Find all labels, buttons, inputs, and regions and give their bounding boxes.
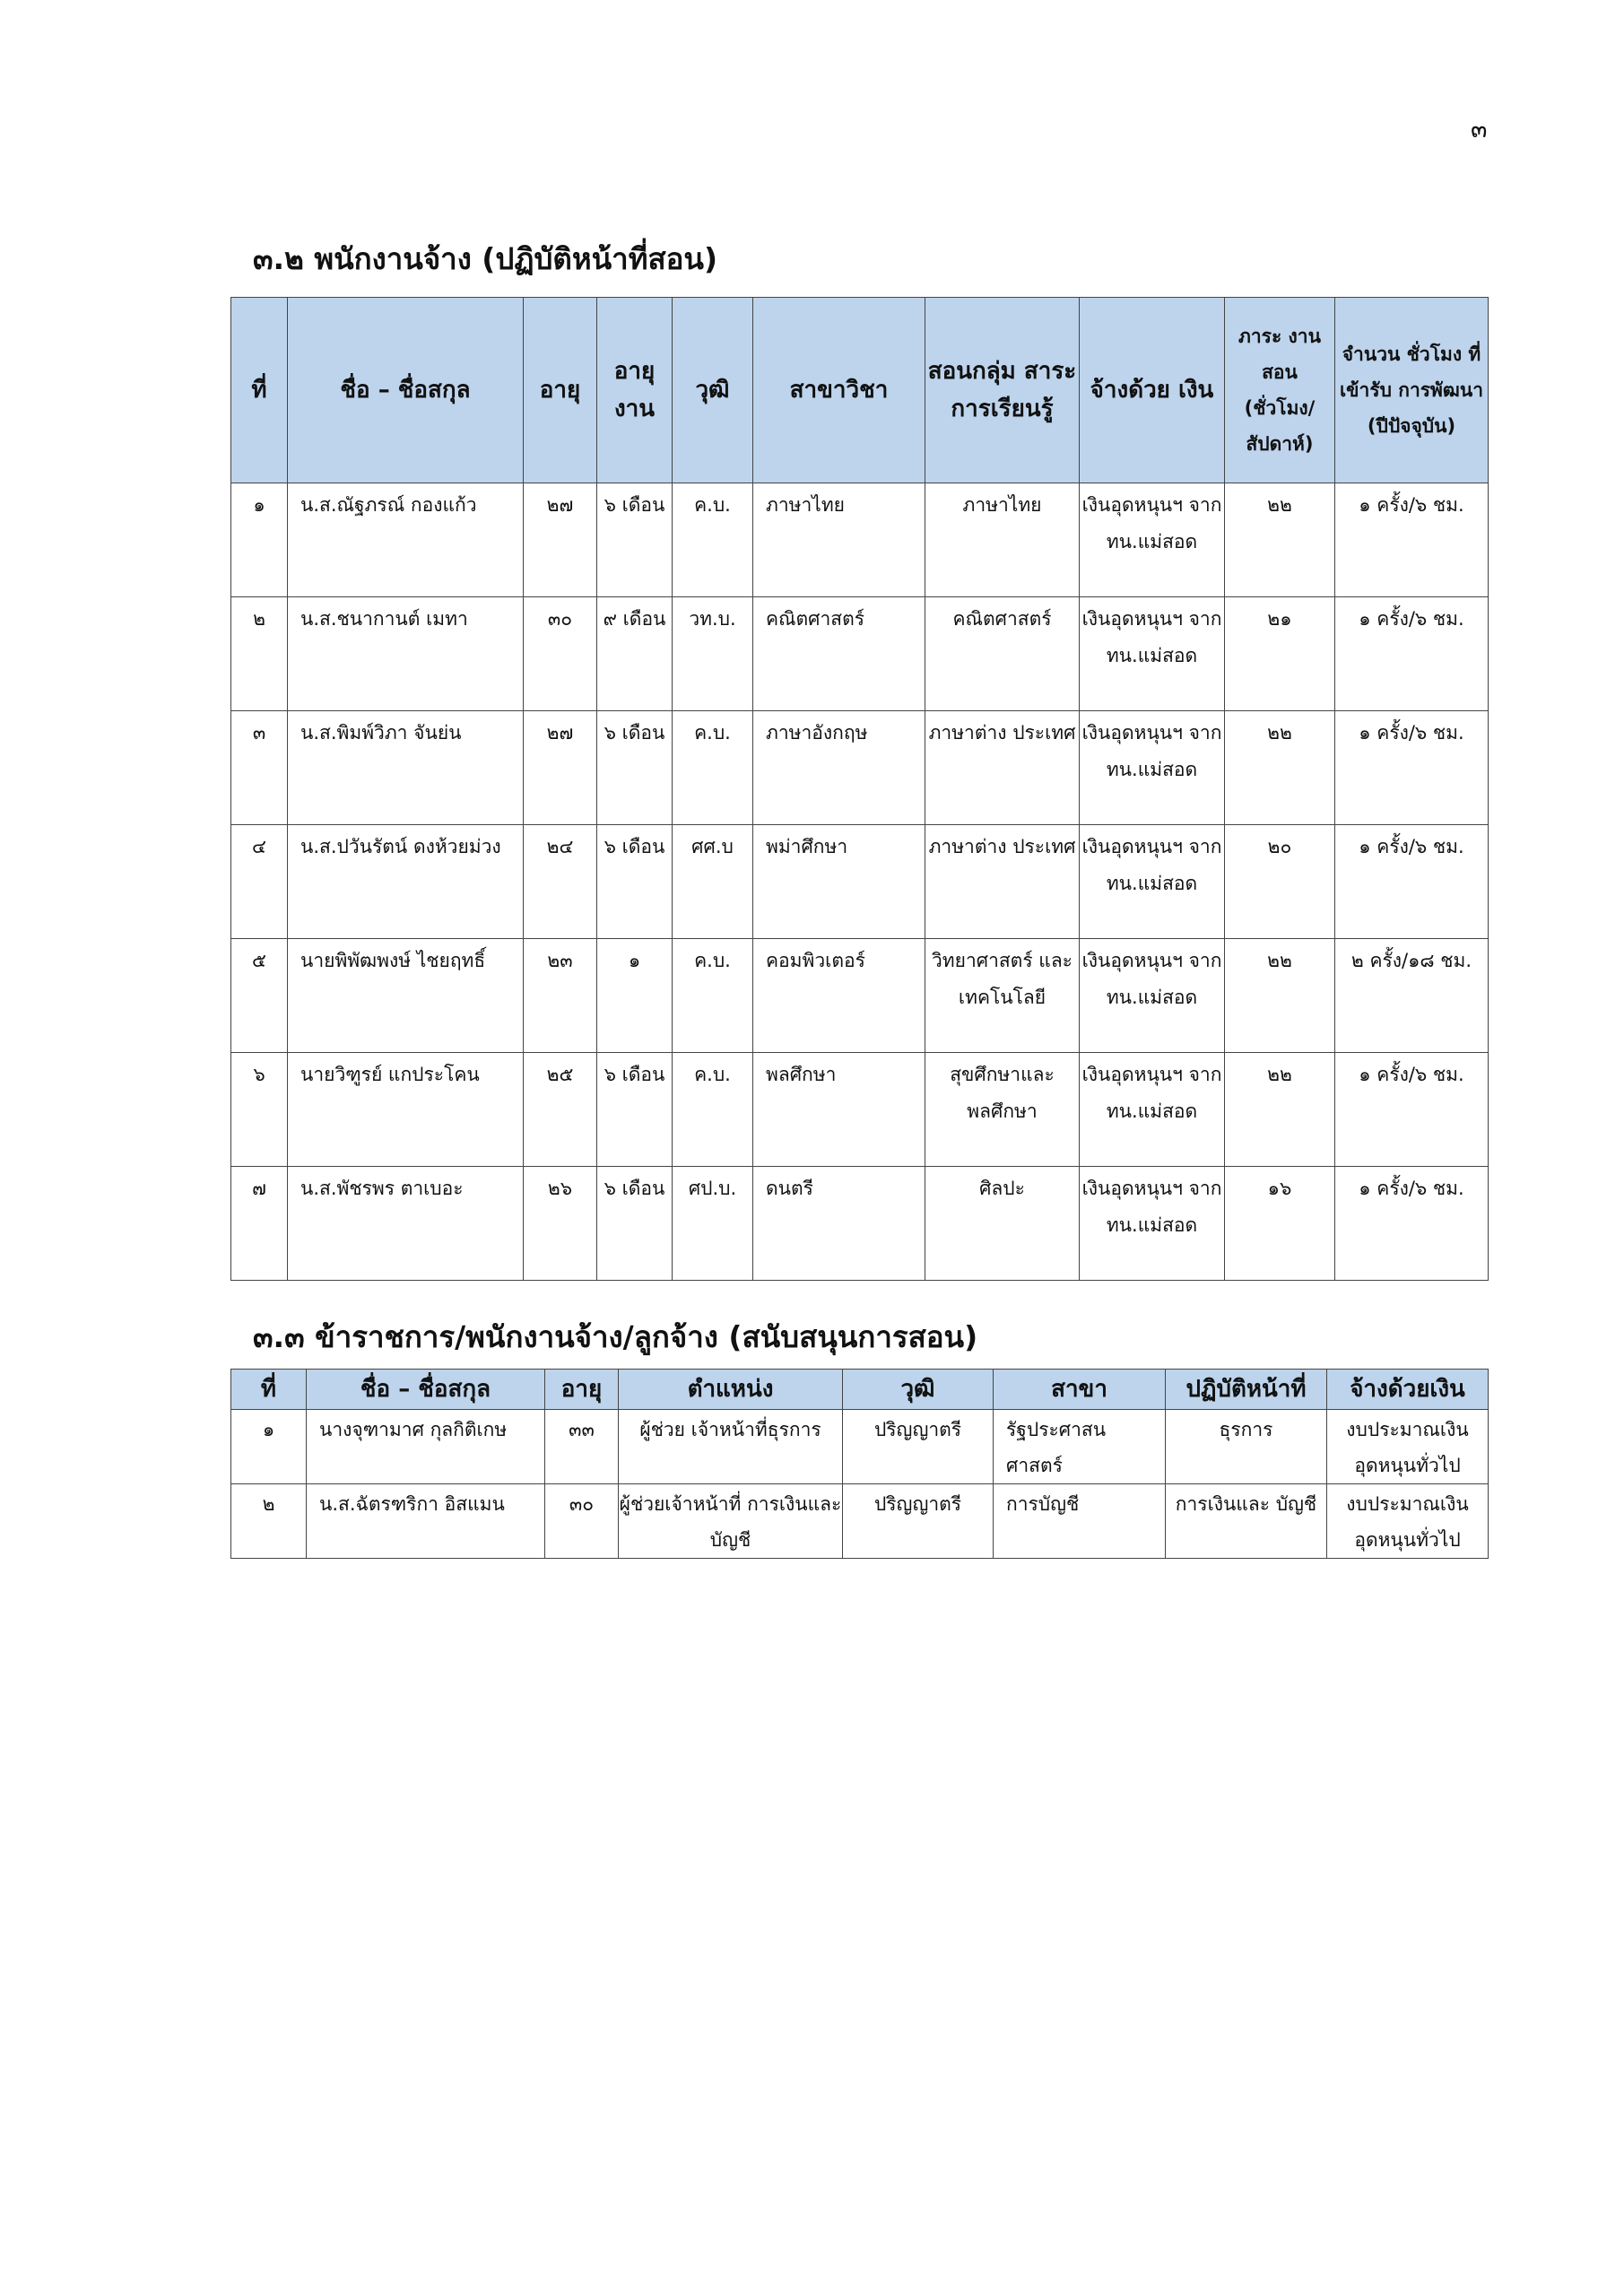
table-cell: งบประมาณเงิน อุดหนุนทั่วไป bbox=[1327, 1410, 1489, 1484]
table-cell: ๖ เดือน bbox=[597, 483, 673, 597]
table-cell: เงินอุดหนุนฯ จาก ทน.แม่สอด bbox=[1080, 483, 1225, 597]
table-cell: ศป.บ. bbox=[673, 1167, 753, 1281]
col-header: ที่ bbox=[231, 1370, 307, 1410]
table-cell: ค.บ. bbox=[673, 483, 753, 597]
table-cell: คอมพิวเตอร์ bbox=[753, 939, 925, 1053]
table-cell: ๑ ครั้ง/๖ ชม. bbox=[1335, 597, 1489, 711]
table-cell: ๕ bbox=[231, 939, 288, 1053]
table-cell: เงินอุดหนุนฯ จาก ทน.แม่สอด bbox=[1080, 1053, 1225, 1167]
table-cell: ปริญญาตรี bbox=[843, 1410, 994, 1484]
table-cell: พลศึกษา bbox=[753, 1053, 925, 1167]
table-cell: น.ส.ณัฐภรณ์ กองแก้ว bbox=[288, 483, 524, 597]
table-cell: ๒๑ bbox=[1225, 597, 1335, 711]
table-cell: น.ส.พัชรพร ตาเบอะ bbox=[288, 1167, 524, 1281]
section-title-teaching-staff: ๓.๒ พนักงานจ้าง (ปฏิบัติหน้าที่สอน) bbox=[253, 241, 718, 276]
table-cell: งบประมาณเงิน อุดหนุนทั่วไป bbox=[1327, 1484, 1489, 1559]
col-header: วุฒิ bbox=[843, 1370, 994, 1410]
table-cell: ค.บ. bbox=[673, 711, 753, 825]
table-cell: ศศ.บ bbox=[673, 825, 753, 939]
table-cell: น.ส.พิมพ์วิภา จันย่น bbox=[288, 711, 524, 825]
table-row bbox=[231, 1484, 1489, 1559]
table-row bbox=[231, 1053, 1489, 1167]
table-row bbox=[231, 939, 1489, 1053]
table-cell: ๒๗ bbox=[524, 483, 597, 597]
table-cell: ๒๖ bbox=[524, 1167, 597, 1281]
col-header: วุฒิ bbox=[673, 298, 753, 483]
table-cell: ๑ bbox=[597, 939, 673, 1053]
section-title-support-staff: ๓.๓ ข้าราชการ/พนักงานจ้าง/ลูกจ้าง (สนับสนุนการสอน) bbox=[253, 1319, 978, 1354]
table-header-row bbox=[231, 298, 1489, 483]
table-cell: ๒๒ bbox=[1225, 939, 1335, 1053]
table-row bbox=[231, 597, 1489, 711]
table-cell: ๑ ครั้ง/๖ ชม. bbox=[1335, 1053, 1489, 1167]
table-row bbox=[231, 711, 1489, 825]
col-header: สาขา bbox=[994, 1370, 1166, 1410]
table-cell: เงินอุดหนุนฯ จาก ทน.แม่สอด bbox=[1080, 597, 1225, 711]
col-header: สาขาวิชา bbox=[753, 298, 925, 483]
col-header: ชื่อ – ชื่อสกุล bbox=[288, 298, 524, 483]
table-cell: สุขศึกษาและ พลศึกษา bbox=[925, 1053, 1080, 1167]
table-row bbox=[231, 825, 1489, 939]
table-cell: รัฐประศาสน ศาสตร์ bbox=[994, 1410, 1166, 1484]
table-cell: ๗ bbox=[231, 1167, 288, 1281]
table-cell: ๑ ครั้ง/๖ ชม. bbox=[1335, 825, 1489, 939]
table-cell: ๖ เดือน bbox=[597, 711, 673, 825]
table-cell: ๔ bbox=[231, 825, 288, 939]
table-cell: วิทยาศาสตร์ และเทคโนโลยี bbox=[925, 939, 1080, 1053]
table-cell: คณิตศาสตร์ bbox=[925, 597, 1080, 711]
table-cell: ผู้ช่วยเจ้าหน้าที่ การเงินและบัญชี bbox=[619, 1484, 843, 1559]
page-number: ๓ bbox=[1471, 116, 1488, 144]
table-cell: ศิลปะ bbox=[925, 1167, 1080, 1281]
col-header: ปฏิบัติหน้าที่ bbox=[1166, 1370, 1327, 1410]
table-cell: ค.บ. bbox=[673, 1053, 753, 1167]
table-cell: ๒ bbox=[231, 1484, 307, 1559]
table-cell: ๓๐ bbox=[524, 597, 597, 711]
col-header: ตำแหน่ง bbox=[619, 1370, 843, 1410]
table-cell: ปริญญาตรี bbox=[843, 1484, 994, 1559]
table-cell: ธุรการ bbox=[1166, 1410, 1327, 1484]
table-cell: ๒๒ bbox=[1225, 1053, 1335, 1167]
table-cell: พม่าศึกษา bbox=[753, 825, 925, 939]
table-cell: น.ส.ปวันรัตน์ ดงห้วยม่วง bbox=[288, 825, 524, 939]
table-cell: ภาษาต่าง ประเทศ bbox=[925, 711, 1080, 825]
table-cell: ๒๒ bbox=[1225, 711, 1335, 825]
table-header-row bbox=[231, 1370, 1489, 1410]
col-header: ภาระ งานสอน (ชั่วโมง/ สัปดาห์) bbox=[1225, 298, 1335, 483]
table-cell: ๑ ครั้ง/๖ ชม. bbox=[1335, 483, 1489, 597]
col-header: จำนวน ชั่วโมง ที่เข้ารับ การพัฒนา (ปีปัจจุบัน) bbox=[1335, 298, 1489, 483]
table-cell: ๓๐ bbox=[545, 1484, 619, 1559]
table-cell: ๓ bbox=[231, 711, 288, 825]
table-cell: ๒ ครั้ง/๑๘ ชม. bbox=[1335, 939, 1489, 1053]
table-cell: ๖ bbox=[231, 1053, 288, 1167]
teaching-staff-table bbox=[230, 297, 1489, 1281]
table-cell: เงินอุดหนุนฯ จาก ทน.แม่สอด bbox=[1080, 825, 1225, 939]
table-cell: ๑ ครั้ง/๖ ชม. bbox=[1335, 711, 1489, 825]
table-cell: ๒๗ bbox=[524, 711, 597, 825]
table-cell: ๒๕ bbox=[524, 1053, 597, 1167]
table-cell: เงินอุดหนุนฯ จาก ทน.แม่สอด bbox=[1080, 1167, 1225, 1281]
table-cell: ภาษาต่าง ประเทศ bbox=[925, 825, 1080, 939]
table-cell: นางจุฑามาศ กุลกิติเกษ bbox=[307, 1410, 545, 1484]
table-cell: เงินอุดหนุนฯ จาก ทน.แม่สอด bbox=[1080, 711, 1225, 825]
col-header: ชื่อ – ชื่อสกุล bbox=[307, 1370, 545, 1410]
table-cell: ๑ bbox=[231, 483, 288, 597]
col-header: สอนกลุ่ม สาระ การเรียนรู้ bbox=[925, 298, 1080, 483]
table-row bbox=[231, 483, 1489, 597]
table-cell: การบัญชี bbox=[994, 1484, 1166, 1559]
table-cell: ๒๐ bbox=[1225, 825, 1335, 939]
col-header: จ้างด้วย เงิน bbox=[1080, 298, 1225, 483]
table-cell: ๓๓ bbox=[545, 1410, 619, 1484]
table-cell: ๙ เดือน bbox=[597, 597, 673, 711]
table-cell: วท.บ. bbox=[673, 597, 753, 711]
col-header: อายุ bbox=[545, 1370, 619, 1410]
table-cell: ภาษาไทย bbox=[925, 483, 1080, 597]
table-cell: ผู้ช่วย เจ้าหน้าที่ธุรการ bbox=[619, 1410, 843, 1484]
table-cell: ภาษาไทย bbox=[753, 483, 925, 597]
table-cell: คณิตศาสตร์ bbox=[753, 597, 925, 711]
table-cell: นายวิฑูรย์ แกประโคน bbox=[288, 1053, 524, 1167]
table-cell: ๒ bbox=[231, 597, 288, 711]
table-row bbox=[231, 1167, 1489, 1281]
table-cell: ๑ bbox=[231, 1410, 307, 1484]
table-cell: ๒๒ bbox=[1225, 483, 1335, 597]
table-cell: ๑๖ bbox=[1225, 1167, 1335, 1281]
table-row bbox=[231, 1410, 1489, 1484]
table-cell: ค.บ. bbox=[673, 939, 753, 1053]
table-cell: ๒๔ bbox=[524, 825, 597, 939]
table-cell: การเงินและ บัญชี bbox=[1166, 1484, 1327, 1559]
table-cell: ๑ ครั้ง/๖ ชม. bbox=[1335, 1167, 1489, 1281]
table-cell: ๖ เดือน bbox=[597, 825, 673, 939]
col-header: จ้างด้วยเงิน bbox=[1327, 1370, 1489, 1410]
col-header: ที่ bbox=[231, 298, 288, 483]
table-cell: นายพิพัฒพงษ์ ไชยฤทธิ์ bbox=[288, 939, 524, 1053]
table-cell: ๖ เดือน bbox=[597, 1053, 673, 1167]
col-header: อายุ bbox=[524, 298, 597, 483]
table-cell: เงินอุดหนุนฯ จาก ทน.แม่สอด bbox=[1080, 939, 1225, 1053]
table-cell: ๒๓ bbox=[524, 939, 597, 1053]
table-cell: ดนตรี bbox=[753, 1167, 925, 1281]
table-cell: น.ส.ฉัตรฑริกา อิสแมน bbox=[307, 1484, 545, 1559]
col-header: อายุ งาน bbox=[597, 298, 673, 483]
support-staff-table bbox=[230, 1369, 1489, 1559]
table-cell: น.ส.ชนากานต์ เมทา bbox=[288, 597, 524, 711]
table-cell: ภาษาอังกฤษ bbox=[753, 711, 925, 825]
table-cell: ๖ เดือน bbox=[597, 1167, 673, 1281]
